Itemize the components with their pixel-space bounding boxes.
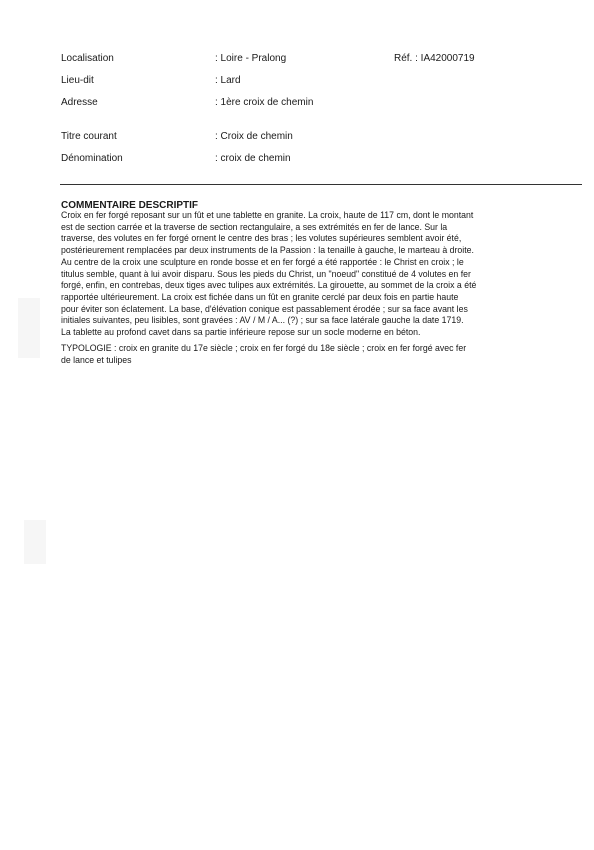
reference-number: Réf. : IA42000719 [394, 53, 475, 64]
typologie-line: de lance et tulipes [61, 354, 132, 365]
scan-artifact [18, 298, 40, 358]
typologie-line: TYPOLOGIE : croix en granite du 17e siècle ; croix en fer forgé du 18e siècle ; croix en fer forgé avec fer [61, 343, 467, 353]
field-value-titre-courant: : Croix de chemin [215, 131, 293, 142]
field-label-localisation: Localisation [61, 53, 114, 64]
commentaire-line: titulus semble, quant à lui avoir disparu. Sous les pieds du Christ, un "noeud" constitué de 4 volutes en fer [61, 268, 471, 279]
commentaire-line: rapportée ultérieurement. La croix est fichée dans un fût en granite cerclé par deux fois en partie haute [61, 291, 459, 302]
field-value-localisation: : Loire - Pralong [215, 53, 287, 64]
commentaire-line: pour éviter son éclatement. La base, d'élévation conique est passablement érodée ; sur sa face avant les [61, 303, 468, 314]
field-label-titre-courant: Titre courant [61, 131, 117, 142]
field-value-adresse: : 1ère croix de chemin [215, 97, 314, 108]
field-label-adresse: Adresse [61, 97, 98, 108]
commentaire-line: initiales suivantes, peu lisibles, sont gravées : AV / M / A... (?) ; sur sa face latérale gauche la date 1719. [61, 315, 464, 326]
commentaire-line: forgé, enfin, en contrebas, deux tiges avec tulipes aux extrémités. La girouette, au sommet de la croix a été [61, 280, 477, 291]
field-value-lieu-dit: : Lard [215, 75, 241, 86]
section-title-commentaire: COMMENTAIRE DESCRIPTIF [61, 200, 199, 211]
field-value-denomination: : croix de chemin [215, 153, 291, 164]
commentaire-line: La tablette au profond cavet dans sa partie inférieure repose sur un socle moderne en béton. [61, 327, 421, 338]
commentaire-paragraph [61, 210, 549, 339]
field-label-lieu-dit: Lieu-dit [61, 75, 94, 86]
section-divider [60, 184, 582, 185]
scan-artifact [24, 520, 46, 564]
typologie-paragraph [61, 343, 549, 366]
commentaire-line: est de section carrée et la traverse de section rectangulaire, a ses extrémités en fer de lance. Sur la [61, 221, 448, 232]
commentaire-line: postérieurement remplacées par deux instruments de la Passion : la tenaille à gauche, le marteau à droite. [61, 245, 474, 256]
commentaire-line: Croix en fer forgé reposant sur un fût et une tablette en granite. La croix, haute de 117 cm, dont le montant [61, 210, 474, 220]
commentaire-line: traverse, des volutes en fer forgé ornent le centre des bras ; les volutes supérieures semblent avoir été, [61, 233, 462, 244]
field-label-denomination: Dénomination [61, 153, 123, 164]
commentaire-line: Au centre de la croix une sculpture en ronde bosse et en fer forgé a été rapportée : le Christ en croix ; le [61, 256, 464, 267]
